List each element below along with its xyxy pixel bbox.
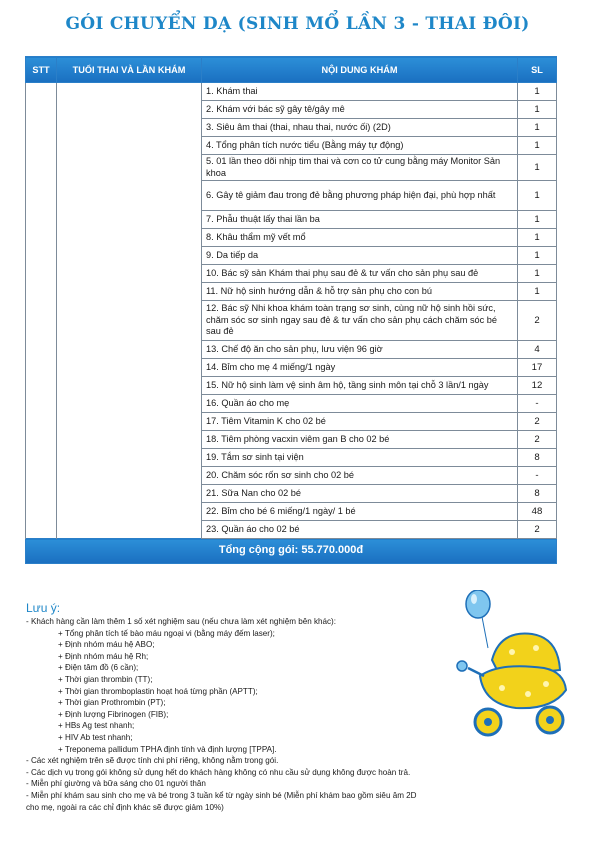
- content-cell: 4. Tổng phân tích nước tiểu (Bằng máy tự động): [202, 137, 518, 155]
- content-cell: 20. Chăm sóc rốn sơ sinh cho 02 bé: [202, 467, 518, 485]
- content-cell: 6. Gây tê giảm đau trong đẻ bằng phương pháp hiện đại, phù hợp nhất: [202, 181, 518, 211]
- quantity-cell: -: [518, 467, 557, 485]
- content-cell: 23. Quần áo cho 02 bé: [202, 521, 518, 539]
- content-cell: 1. Khám thai: [202, 83, 518, 101]
- content-cell: 13. Chế độ ăn cho sản phụ, lưu viện 96 giờ: [202, 341, 518, 359]
- content-cell: 9. Da tiếp da: [202, 247, 518, 265]
- quantity-cell: 2: [518, 301, 557, 341]
- note-item: - Các dịch vụ trong gói không sử dụng hết do khách hàng không có nhu cầu sử dụng không được hoàn trả.: [26, 767, 411, 777]
- header-stt: STT: [26, 57, 57, 83]
- content-cell: 8. Khâu thẩm mỹ vết mổ: [202, 229, 518, 247]
- test-item: + HBs Ag test nhanh;: [58, 721, 135, 731]
- quantity-cell: 2: [518, 431, 557, 449]
- test-item: + Điện tâm đồ (6 cần);: [58, 663, 139, 673]
- quantity-cell: 1: [518, 211, 557, 229]
- quantity-cell: 12: [518, 377, 557, 395]
- note-item: - Miễn phí khám sau sinh cho mẹ và bé trong 3 tuần kể từ ngày sinh bé (Miễn phí khám bao gồm siêu âm 2D cho mẹ, ngoài ra các chỉ định khác sẽ được giảm 10%): [26, 790, 417, 812]
- test-item: + Treponema pallidum TPHA định tính và định lượng [TPPA].: [58, 744, 277, 754]
- package-table: [25, 56, 557, 564]
- page-title: GÓI CHUYỂN DẠ (SINH MỔ LẦN 3 - THAI ĐÔI): [65, 14, 530, 34]
- content-cell: 3. Siêu âm thai (thai, nhau thai, nước ối) (2D): [202, 119, 518, 137]
- content-cell: 16. Quần áo cho mẹ: [202, 395, 518, 413]
- content-cell: 10. Bác sỹ sản Khám thai phụ sau đẻ & tư vấn cho sản phụ sau đẻ: [202, 265, 518, 283]
- test-item: + Thời gian Prothrombin (PT);: [58, 698, 166, 708]
- quantity-cell: 1: [518, 155, 557, 181]
- content-cell: 15. Nữ hộ sinh làm vệ sinh âm hộ, tầng sinh môn tại chỗ 3 lần/1 ngày: [202, 377, 518, 395]
- notes-intro: - Khách hàng cần làm thêm 1 số xét nghiệm sau (nếu chưa làm xét nghiệm bên khác):: [26, 617, 337, 626]
- header-sl: SL: [518, 57, 557, 83]
- test-item: + Định nhóm máu hệ Rh;: [58, 651, 149, 661]
- test-item: + HIV Ab test nhanh;: [58, 732, 133, 742]
- header-content: NỘI DUNG KHÁM: [202, 57, 518, 83]
- quantity-cell: 2: [518, 521, 557, 539]
- notes-title: Lưu ý:: [26, 601, 61, 615]
- test-item: + Thời gian thrombin (TT);: [58, 674, 153, 684]
- quantity-cell: 1: [518, 181, 557, 211]
- content-cell: 5. 01 lần theo dõi nhịp tim thai và cơn co tử cung bằng máy Monitor Sản khoa: [202, 155, 518, 181]
- stt-cell: [26, 83, 57, 539]
- note-item: - Miễn phí giường và bữa sáng cho 01 người thân: [26, 779, 206, 789]
- quantity-cell: 48: [518, 503, 557, 521]
- quantity-cell: 8: [518, 449, 557, 467]
- quantity-cell: 1: [518, 137, 557, 155]
- quantity-cell: 2: [518, 413, 557, 431]
- header-age: TUỔI THAI VÀ LẦN KHÁM: [57, 57, 202, 83]
- balloon-icon: [466, 590, 490, 618]
- content-cell: 21. Sữa Nan cho 02 bé: [202, 485, 518, 503]
- test-item: + Định lượng Fibrinogen (FIB);: [58, 709, 169, 719]
- note-item: - Các xét nghiệm trên sẽ được tính chi phí riêng, không nằm trong gói.: [26, 756, 279, 766]
- age-cell: [57, 83, 202, 539]
- total-price: Tổng cộng gói: 55.770.000đ: [26, 539, 557, 564]
- quantity-cell: 17: [518, 359, 557, 377]
- content-cell: 12. Bác sỹ Nhi khoa khám toàn trạng sơ sinh, cùng nữ hộ sinh hồi sức, chăm sóc sơ sinh ngay sau đẻ & tư vấn cho sản phụ cách chăm sóc bé sau đẻ: [202, 301, 518, 341]
- quantity-cell: 1: [518, 119, 557, 137]
- quantity-cell: -: [518, 395, 557, 413]
- content-cell: 14. Bỉm cho mẹ 4 miếng/1 ngày: [202, 359, 518, 377]
- content-cell: 11. Nữ hộ sinh hướng dẫn & hỗ trợ sản phụ cho con bú: [202, 283, 518, 301]
- content-cell: 17. Tiêm Vitamin K cho 02 bé: [202, 413, 518, 431]
- table-header-row: [26, 57, 557, 83]
- content-cell: 19. Tắm sơ sinh tại viện: [202, 449, 518, 467]
- quantity-cell: 1: [518, 265, 557, 283]
- quantity-cell: 1: [518, 229, 557, 247]
- content-cell: 22. Bỉm cho bé 6 miếng/1 ngày/ 1 bé: [202, 503, 518, 521]
- content-cell: 18. Tiêm phòng vacxin viêm gan B cho 02 bé: [202, 431, 518, 449]
- table-row: [26, 83, 557, 101]
- quantity-cell: 1: [518, 101, 557, 119]
- test-item: + Tổng phân tích tế bào máu ngoại vi (bằng máy đếm laser);: [58, 628, 275, 638]
- quantity-cell: 4: [518, 341, 557, 359]
- baby-stroller-icon: [440, 590, 580, 740]
- test-item: + Định nhóm máu hệ ABO;: [58, 640, 155, 650]
- test-item: + Thời gian thromboplastin hoạt hoá từng phần (APTT);: [58, 686, 258, 696]
- quantity-cell: 1: [518, 83, 557, 101]
- notes-section: [26, 601, 426, 813]
- quantity-cell: 1: [518, 283, 557, 301]
- quantity-cell: 1: [518, 247, 557, 265]
- quantity-cell: 8: [518, 485, 557, 503]
- total-row: [26, 539, 557, 564]
- content-cell: 2. Khám với bác sỹ gây tê/gây mê: [202, 101, 518, 119]
- content-cell: 7. Phẫu thuật lấy thai lần ba: [202, 211, 518, 229]
